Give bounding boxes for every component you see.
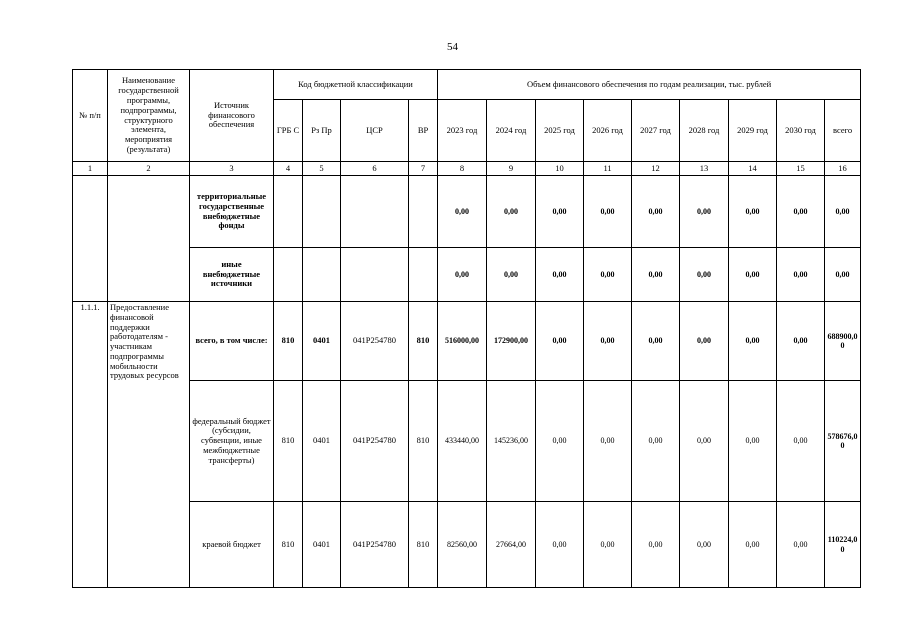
header-year-2028: 2028 год [680,100,729,162]
row-value: 516000,00 [438,302,487,381]
col-number: 9 [487,162,536,176]
header-volume: Объем финансового обеспечения по годам реализации, тыс. рублей [438,70,861,100]
table-row [73,248,861,302]
row-value: 0,00 [584,248,632,302]
row-value: 0,00 [632,381,680,502]
col-number: 6 [341,162,409,176]
row-value: 578676,00 [825,381,861,502]
header-year-2029: 2029 год [729,100,777,162]
col-number: 12 [632,162,680,176]
col-number: 7 [409,162,438,176]
table-row [73,302,861,381]
row-value: 0,00 [680,502,729,588]
row-value: 0,00 [680,381,729,502]
header-rzpr: Рз Пр [303,100,341,162]
row-value: 0,00 [777,302,825,381]
row-csr: 041P254780 [341,381,409,502]
col-number: 8 [438,162,487,176]
row-source: краевой бюджет [190,502,274,588]
table-row [73,502,861,588]
row-csr [341,176,409,248]
row-value: 0,00 [825,176,861,248]
row-value: 0,00 [777,502,825,588]
row-rzpr [303,248,341,302]
header-year-2025: 2025 год [536,100,584,162]
row-rzpr: 0401 [303,302,341,381]
col-number: 1 [73,162,108,176]
row-value: 0,00 [536,248,584,302]
row-vr: 810 [409,302,438,381]
row-value: 0,00 [777,248,825,302]
header-year-2026: 2026 год [584,100,632,162]
row-value: 0,00 [729,381,777,502]
col-number: 5 [303,162,341,176]
row-name: Предоставление финансовой поддержки работодателям - участникам подпрограммы мобильности трудовых ресурсов [108,302,190,588]
header-year-2023: 2023 год [438,100,487,162]
row-value: 688900,00 [825,302,861,381]
row-value: 27664,00 [487,502,536,588]
row-vr: 810 [409,502,438,588]
row-value: 0,00 [536,502,584,588]
header-year-2030: 2030 год [777,100,825,162]
header-budget-code: Код бюджетной классификации [274,70,438,100]
column-number-row [73,162,861,176]
row-rzpr: 0401 [303,381,341,502]
row-rzpr: 0401 [303,502,341,588]
budget-table [72,69,861,588]
row-value: 0,00 [438,248,487,302]
header-row-1 [73,70,861,100]
table-row [73,176,861,248]
header-name: Наименование государственной программы, подпрограммы, структурного элемента, мероприятия (результата) [108,70,190,162]
col-number: 15 [777,162,825,176]
row-value: 0,00 [632,248,680,302]
row-value: 172900,00 [487,302,536,381]
header-year-2027: 2027 год [632,100,680,162]
row-value: 0,00 [632,502,680,588]
row-value: 0,00 [536,176,584,248]
header-total: всего [825,100,861,162]
row-value: 0,00 [584,502,632,588]
row-value: 433440,00 [438,381,487,502]
header-vr: ВР [409,100,438,162]
row-source: федеральный бюджет (субсидии, субвенции, иные межбюджетные трансферты) [190,381,274,502]
header-source: Источник финансового обеспечения [190,70,274,162]
row-value: 0,00 [777,176,825,248]
col-number: 14 [729,162,777,176]
row-grbs: 810 [274,302,303,381]
row-value: 0,00 [632,176,680,248]
row-source: всего, в том числе: [190,302,274,381]
row-num-empty [73,176,108,302]
row-value: 0,00 [536,381,584,502]
row-csr: 041P254780 [341,502,409,588]
row-value: 0,00 [825,248,861,302]
col-number: 11 [584,162,632,176]
row-value: 0,00 [729,302,777,381]
row-grbs: 810 [274,381,303,502]
col-number: 13 [680,162,729,176]
row-value: 0,00 [680,302,729,381]
header-num: № п/п [73,70,108,162]
row-vr: 810 [409,381,438,502]
row-num: 1.1.1. [73,302,108,588]
row-value: 0,00 [729,502,777,588]
row-rzpr [303,176,341,248]
row-csr [341,248,409,302]
row-csr: 041P254780 [341,302,409,381]
row-value: 145236,00 [487,381,536,502]
row-value: 0,00 [777,381,825,502]
header-year-2024: 2024 год [487,100,536,162]
row-value: 0,00 [729,176,777,248]
row-name-empty [108,176,190,302]
row-value: 0,00 [584,302,632,381]
row-value: 0,00 [729,248,777,302]
row-value: 0,00 [680,176,729,248]
row-value: 0,00 [584,381,632,502]
row-value: 0,00 [438,176,487,248]
col-number: 2 [108,162,190,176]
col-number: 10 [536,162,584,176]
header-csr: ЦСР [341,100,409,162]
header-grbs: ГРБ С [274,100,303,162]
col-number: 16 [825,162,861,176]
col-number: 3 [190,162,274,176]
row-value: 82560,00 [438,502,487,588]
row-value: 0,00 [536,302,584,381]
row-value: 0,00 [632,302,680,381]
row-value: 0,00 [680,248,729,302]
row-vr [409,176,438,248]
row-grbs [274,248,303,302]
row-grbs [274,176,303,248]
row-source: иные внебюджетные источники [190,248,274,302]
row-value: 0,00 [487,176,536,248]
row-value: 0,00 [487,248,536,302]
table-row [73,381,861,502]
row-value: 110224,00 [825,502,861,588]
col-number: 4 [274,162,303,176]
row-value: 0,00 [584,176,632,248]
row-vr [409,248,438,302]
row-source: территориальные государственные внебюджетные фонды [190,176,274,248]
page-number: 54 [447,41,458,53]
row-grbs: 810 [274,502,303,588]
